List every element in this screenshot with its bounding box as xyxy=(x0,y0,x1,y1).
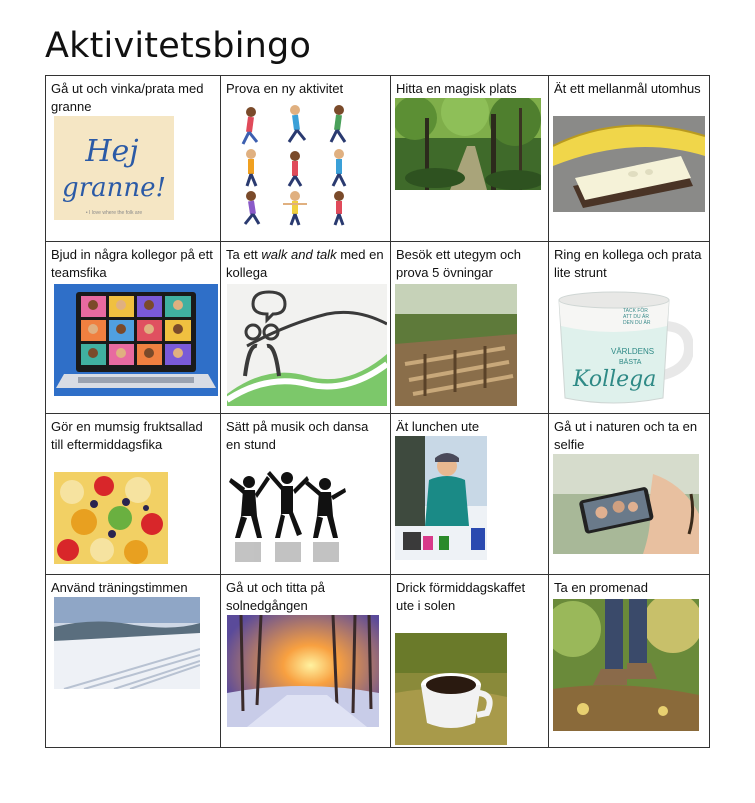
bingo-cell-teamsfika xyxy=(46,242,221,414)
cell-label: Gå ut i naturen och ta en selfie xyxy=(554,419,698,452)
video-call-laptop-image xyxy=(54,284,218,396)
cell-label: Gå ut och titta på solnedgången xyxy=(226,580,326,613)
walk-and-talk-image xyxy=(227,284,387,406)
cell-label: Ät lunchen ute xyxy=(396,419,480,434)
granne-text: granne! xyxy=(62,173,166,203)
bingo-cell-utegym xyxy=(391,242,549,414)
fruit-salad-image xyxy=(54,472,168,564)
bingo-cell-grann xyxy=(46,76,221,242)
cell-label: Prova en ny aktivitet xyxy=(226,81,344,96)
selfie-image xyxy=(553,454,699,554)
bingo-cell-magisk-plats xyxy=(391,76,549,242)
bingo-cell-walk-and-talk xyxy=(221,242,391,414)
bingo-cell-promenad xyxy=(549,575,710,748)
page-title: Aktivitetsbingo xyxy=(45,26,312,66)
svg-text:BÄSTA: BÄSTA xyxy=(619,359,642,366)
bingo-grid xyxy=(45,75,710,748)
hej-text: Hej xyxy=(85,134,139,169)
dancers-image xyxy=(227,454,347,568)
sport-figures-image xyxy=(229,98,363,226)
cell-label: Ring en kollega och prata lite strunt xyxy=(554,247,702,280)
outdoor-gym-image xyxy=(395,284,517,406)
svg-text:DEN DU ÄR: DEN DU ÄR xyxy=(623,320,651,326)
svg-text:Kollega: Kollega xyxy=(573,367,657,392)
svg-text:TACK FÖR: TACK FÖR xyxy=(623,308,648,314)
walking-image xyxy=(553,599,699,731)
cell-label: Drick förmiddagskaffet ute i solen xyxy=(396,580,526,613)
bingo-cell-fruktsallad xyxy=(46,414,221,575)
cell-label: Ta en promenad xyxy=(554,580,648,595)
forest-image xyxy=(395,98,541,190)
bingo-cell-ny-aktivitet xyxy=(221,76,391,242)
ski-track-image xyxy=(54,597,200,689)
cell-label: Gå ut och vinka/prata med granne xyxy=(51,81,204,114)
svg-text:VÄRLDENS: VÄRLDENS xyxy=(611,347,655,356)
bingo-cell-lunch-ute xyxy=(391,414,549,575)
cell-label: Besök ett utegym och prova 5 övningar xyxy=(396,247,522,280)
lunch-outdoors-image xyxy=(395,436,487,560)
bingo-cell-selfie xyxy=(549,414,710,575)
coffee-cup-image xyxy=(395,633,507,745)
bingo-cell-dansa xyxy=(221,414,391,575)
bingo-cell-formiddagskaffe xyxy=(391,575,549,748)
sandwich-banana-image xyxy=(553,116,705,212)
bingo-cell-traningstimmen xyxy=(46,575,221,748)
cell-label: Gör en mumsig fruktsallad till eftermiddagsfika xyxy=(51,419,203,452)
image-caption: • I love where the folk are xyxy=(85,210,143,216)
cell-label: Bjud in några kollegor på ett teamsfika xyxy=(51,247,213,280)
svg-text:ATT DU ÄR: ATT DU ÄR xyxy=(623,314,649,320)
cell-label: Sätt på musik och dansa en stund xyxy=(226,419,369,452)
cell-label: Ät ett mellanmål utomhus xyxy=(554,81,701,96)
hej-granne-image xyxy=(54,116,174,220)
mug-image xyxy=(553,286,693,408)
bingo-cell-mellanmal xyxy=(549,76,710,242)
cell-label: Hitta en magisk plats xyxy=(396,81,517,96)
bingo-cell-ring-kollega xyxy=(549,242,710,414)
cell-label: Använd träningstimmen xyxy=(51,580,188,595)
sunset-image xyxy=(227,615,379,727)
cell-label: Ta ett walk and talk med en kollega xyxy=(226,247,384,280)
bingo-cell-solnedgang xyxy=(221,575,391,748)
